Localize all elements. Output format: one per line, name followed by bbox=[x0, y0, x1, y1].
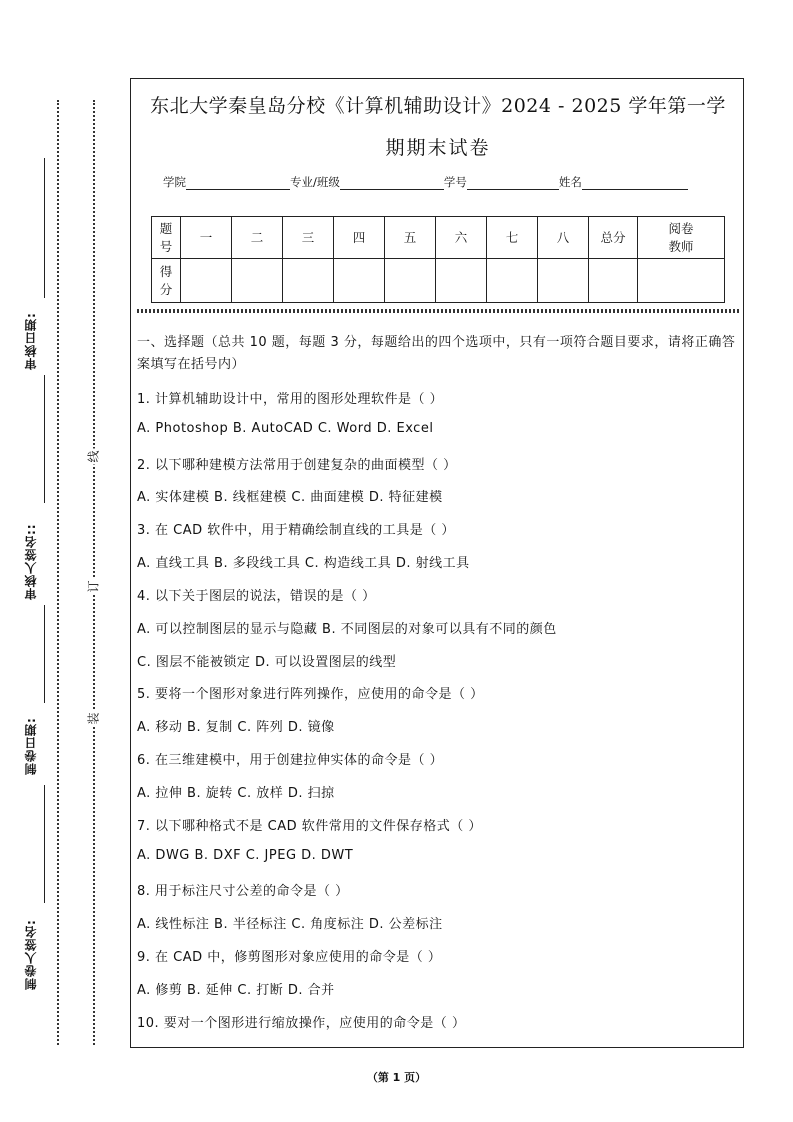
review-date-label: 审核日期: bbox=[24, 312, 38, 370]
question-4-options-2: C. 图层不能被锁定 D. 可以设置图层的线型 bbox=[137, 655, 397, 670]
score-cell-6[interactable] bbox=[436, 259, 487, 303]
score-col-3: 三 bbox=[283, 217, 334, 259]
question-3: 3. 在 CAD 软件中，用于精确绘制直线的工具是（ ） bbox=[137, 523, 455, 538]
bind-char-zhuang: 装 bbox=[86, 712, 101, 725]
review-date-line[interactable] bbox=[44, 158, 45, 298]
score-cell-2[interactable] bbox=[232, 259, 283, 303]
maker-sign-line[interactable] bbox=[44, 785, 45, 903]
make-date-line[interactable] bbox=[44, 605, 45, 703]
score-col-grader: 阅卷教师 bbox=[638, 217, 725, 259]
question-1: 1. 计算机辅助设计中，常用的图形处理软件是（ ） bbox=[137, 392, 444, 407]
bind-char-xian: 线 bbox=[86, 450, 101, 463]
question-7-options: A. DWG B. DXF C. JPEG D. DWT bbox=[137, 848, 354, 863]
question-6-options: A. 拉伸 B. 旋转 C. 放样 D. 扫掠 bbox=[137, 786, 335, 801]
exam-frame bbox=[130, 78, 744, 1048]
college-label: 学院 bbox=[163, 175, 186, 189]
question-5-options: A. 移动 B. 复制 C. 阵列 D. 镜像 bbox=[137, 720, 335, 735]
score-col-1: 一 bbox=[181, 217, 232, 259]
college-field[interactable] bbox=[186, 177, 290, 190]
major-class-label: 专业/班级 bbox=[290, 175, 340, 189]
reviewer-sign-label: 审核人签名:: bbox=[24, 523, 38, 600]
question-2: 2. 以下哪种建模方法常用于创建复杂的曲面模型（ ） bbox=[137, 458, 457, 473]
score-cell-total[interactable] bbox=[589, 259, 638, 303]
major-class-field[interactable] bbox=[340, 177, 444, 190]
question-2-options: A. 实体建模 B. 线框建模 C. 曲面建模 D. 特征建模 bbox=[137, 490, 443, 505]
score-col-6: 六 bbox=[436, 217, 487, 259]
student-id-label: 学号 bbox=[443, 175, 467, 189]
question-5: 5. 要将一个图形对象进行阵列操作，应使用的命令是（ ） bbox=[137, 687, 484, 702]
score-col-8: 八 bbox=[538, 217, 589, 259]
score-col-4: 四 bbox=[334, 217, 385, 259]
score-cell-7[interactable] bbox=[487, 259, 538, 303]
student-id-field[interactable] bbox=[467, 177, 559, 190]
score-cell-3[interactable] bbox=[283, 259, 334, 303]
section-intro: 一、选择题（总共 10 题，每题 3 分，每题给出的四个选项中，只有一项符合题目要求，请将正确答案填写在括号内） bbox=[137, 335, 736, 372]
exam-title-line2: 期期末试卷 bbox=[385, 137, 491, 159]
binding-dotted-line bbox=[93, 100, 95, 1045]
question-4-options: A. 可以控制图层的显示与隐藏 B. 不同图层的对象可以具有不同的颜色 bbox=[137, 622, 557, 637]
question-8-options: A. 线性标注 B. 半径标注 C. 角度标注 D. 公差标注 bbox=[137, 917, 443, 932]
score-table bbox=[151, 216, 725, 303]
exam-title: 东北大学秦皇岛分校《计算机辅助设计》2024 - 2025 学年第一学 bbox=[150, 95, 726, 117]
question-3-options: A. 直线工具 B. 多段线工具 C. 构造线工具 D. 射线工具 bbox=[137, 556, 470, 571]
score-cell-grader[interactable] bbox=[638, 259, 725, 303]
question-7: 7. 以下哪种格式不是 CAD 软件常用的文件保存格式（ ） bbox=[137, 819, 482, 834]
score-row-label: 得分 bbox=[152, 259, 181, 303]
question-9-options: A. 修剪 B. 延伸 C. 打断 D. 合并 bbox=[137, 983, 335, 998]
question-10: 10. 要对一个图形进行缩放操作，应使用的命令是（ ） bbox=[137, 1016, 466, 1031]
score-table-header-label: 题号 bbox=[152, 217, 181, 259]
make-date-label: 制卷日期: bbox=[24, 717, 38, 775]
score-col-5: 五 bbox=[385, 217, 436, 259]
score-cell-1[interactable] bbox=[181, 259, 232, 303]
cut-dotted-line-left bbox=[57, 100, 59, 1045]
score-col-total: 总分 bbox=[589, 217, 638, 259]
question-8: 8. 用于标注尺寸公差的命令是（ ） bbox=[137, 884, 349, 899]
name-label: 姓名 bbox=[558, 175, 582, 189]
score-cell-8[interactable] bbox=[538, 259, 589, 303]
score-cell-4[interactable] bbox=[334, 259, 385, 303]
score-col-7: 七 bbox=[487, 217, 538, 259]
page-number: （第 1 页） bbox=[366, 1071, 427, 1084]
student-info-row bbox=[163, 174, 723, 190]
bind-char-ding: 订 bbox=[86, 580, 101, 593]
section-separator bbox=[137, 309, 739, 313]
question-1-options: A. Photoshop B. AutoCAD C. Word D. Excel bbox=[137, 421, 434, 436]
name-field[interactable] bbox=[582, 177, 688, 190]
question-6: 6. 在三维建模中，用于创建拉伸实体的命令是（ ） bbox=[137, 753, 444, 768]
reviewer-sign-line[interactable] bbox=[44, 375, 45, 503]
maker-sign-label: 制卷人签名: bbox=[24, 919, 38, 990]
question-9: 9. 在 CAD 中，修剪图形对象应使用的命令是（ ） bbox=[137, 950, 442, 965]
score-col-2: 二 bbox=[232, 217, 283, 259]
question-4: 4. 以下关于图层的说法，错误的是（ ） bbox=[137, 589, 376, 604]
score-cell-5[interactable] bbox=[385, 259, 436, 303]
